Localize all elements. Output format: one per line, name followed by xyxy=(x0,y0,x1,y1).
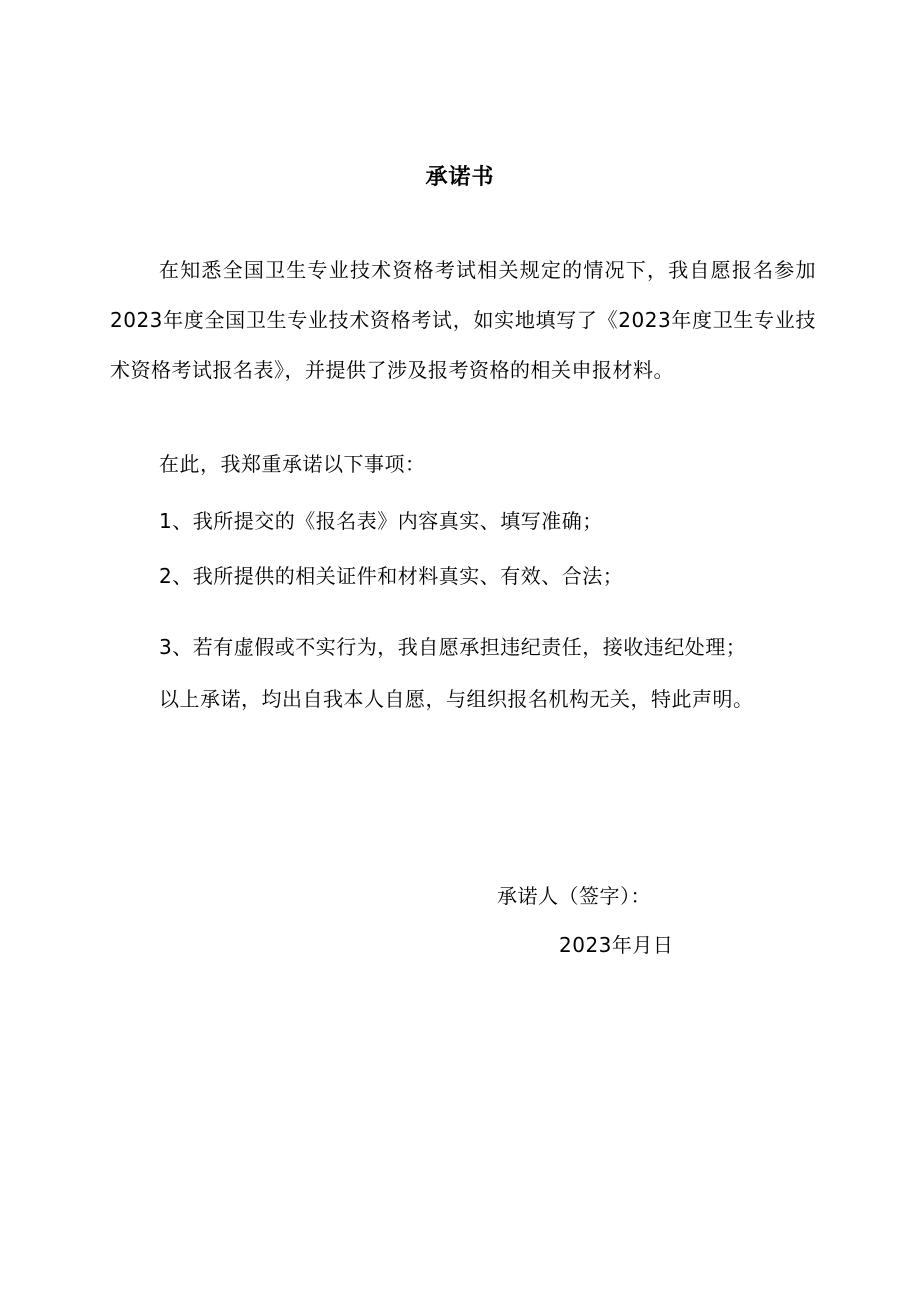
document-title: 承诺书 xyxy=(425,165,495,190)
commitment-item-1: 1、我所提交的《报名表》内容真实、填写准确； xyxy=(159,509,603,533)
date-line: 2023年月日 xyxy=(559,933,674,957)
closing-statement: 以上承诺，均出自我本人自愿，与组织报名机构无关，特此声明。 xyxy=(159,687,754,711)
intro-paragraph: 在知悉全国卫生专业技术资格考试相关规定的情况下，我自愿报名参加2023年度全国卫生专业技术资格考试，如实地填写了《2023年度卫生专业技术资格考试报名表》，并提供了涉及报考资格的相关申报材料。 xyxy=(110,258,816,382)
commitment-item-2: 2、我所提供的相关证件和材料真实、有效、合法； xyxy=(159,564,624,588)
commitment-item-3: 3、若有虚假或不实行为，我自愿承担违纪责任，接收违纪处理； xyxy=(159,635,747,659)
signature-label: 承诺人（签字）： xyxy=(497,884,651,908)
lead-in-text: 在此，我郑重承诺以下事项： xyxy=(159,452,426,476)
